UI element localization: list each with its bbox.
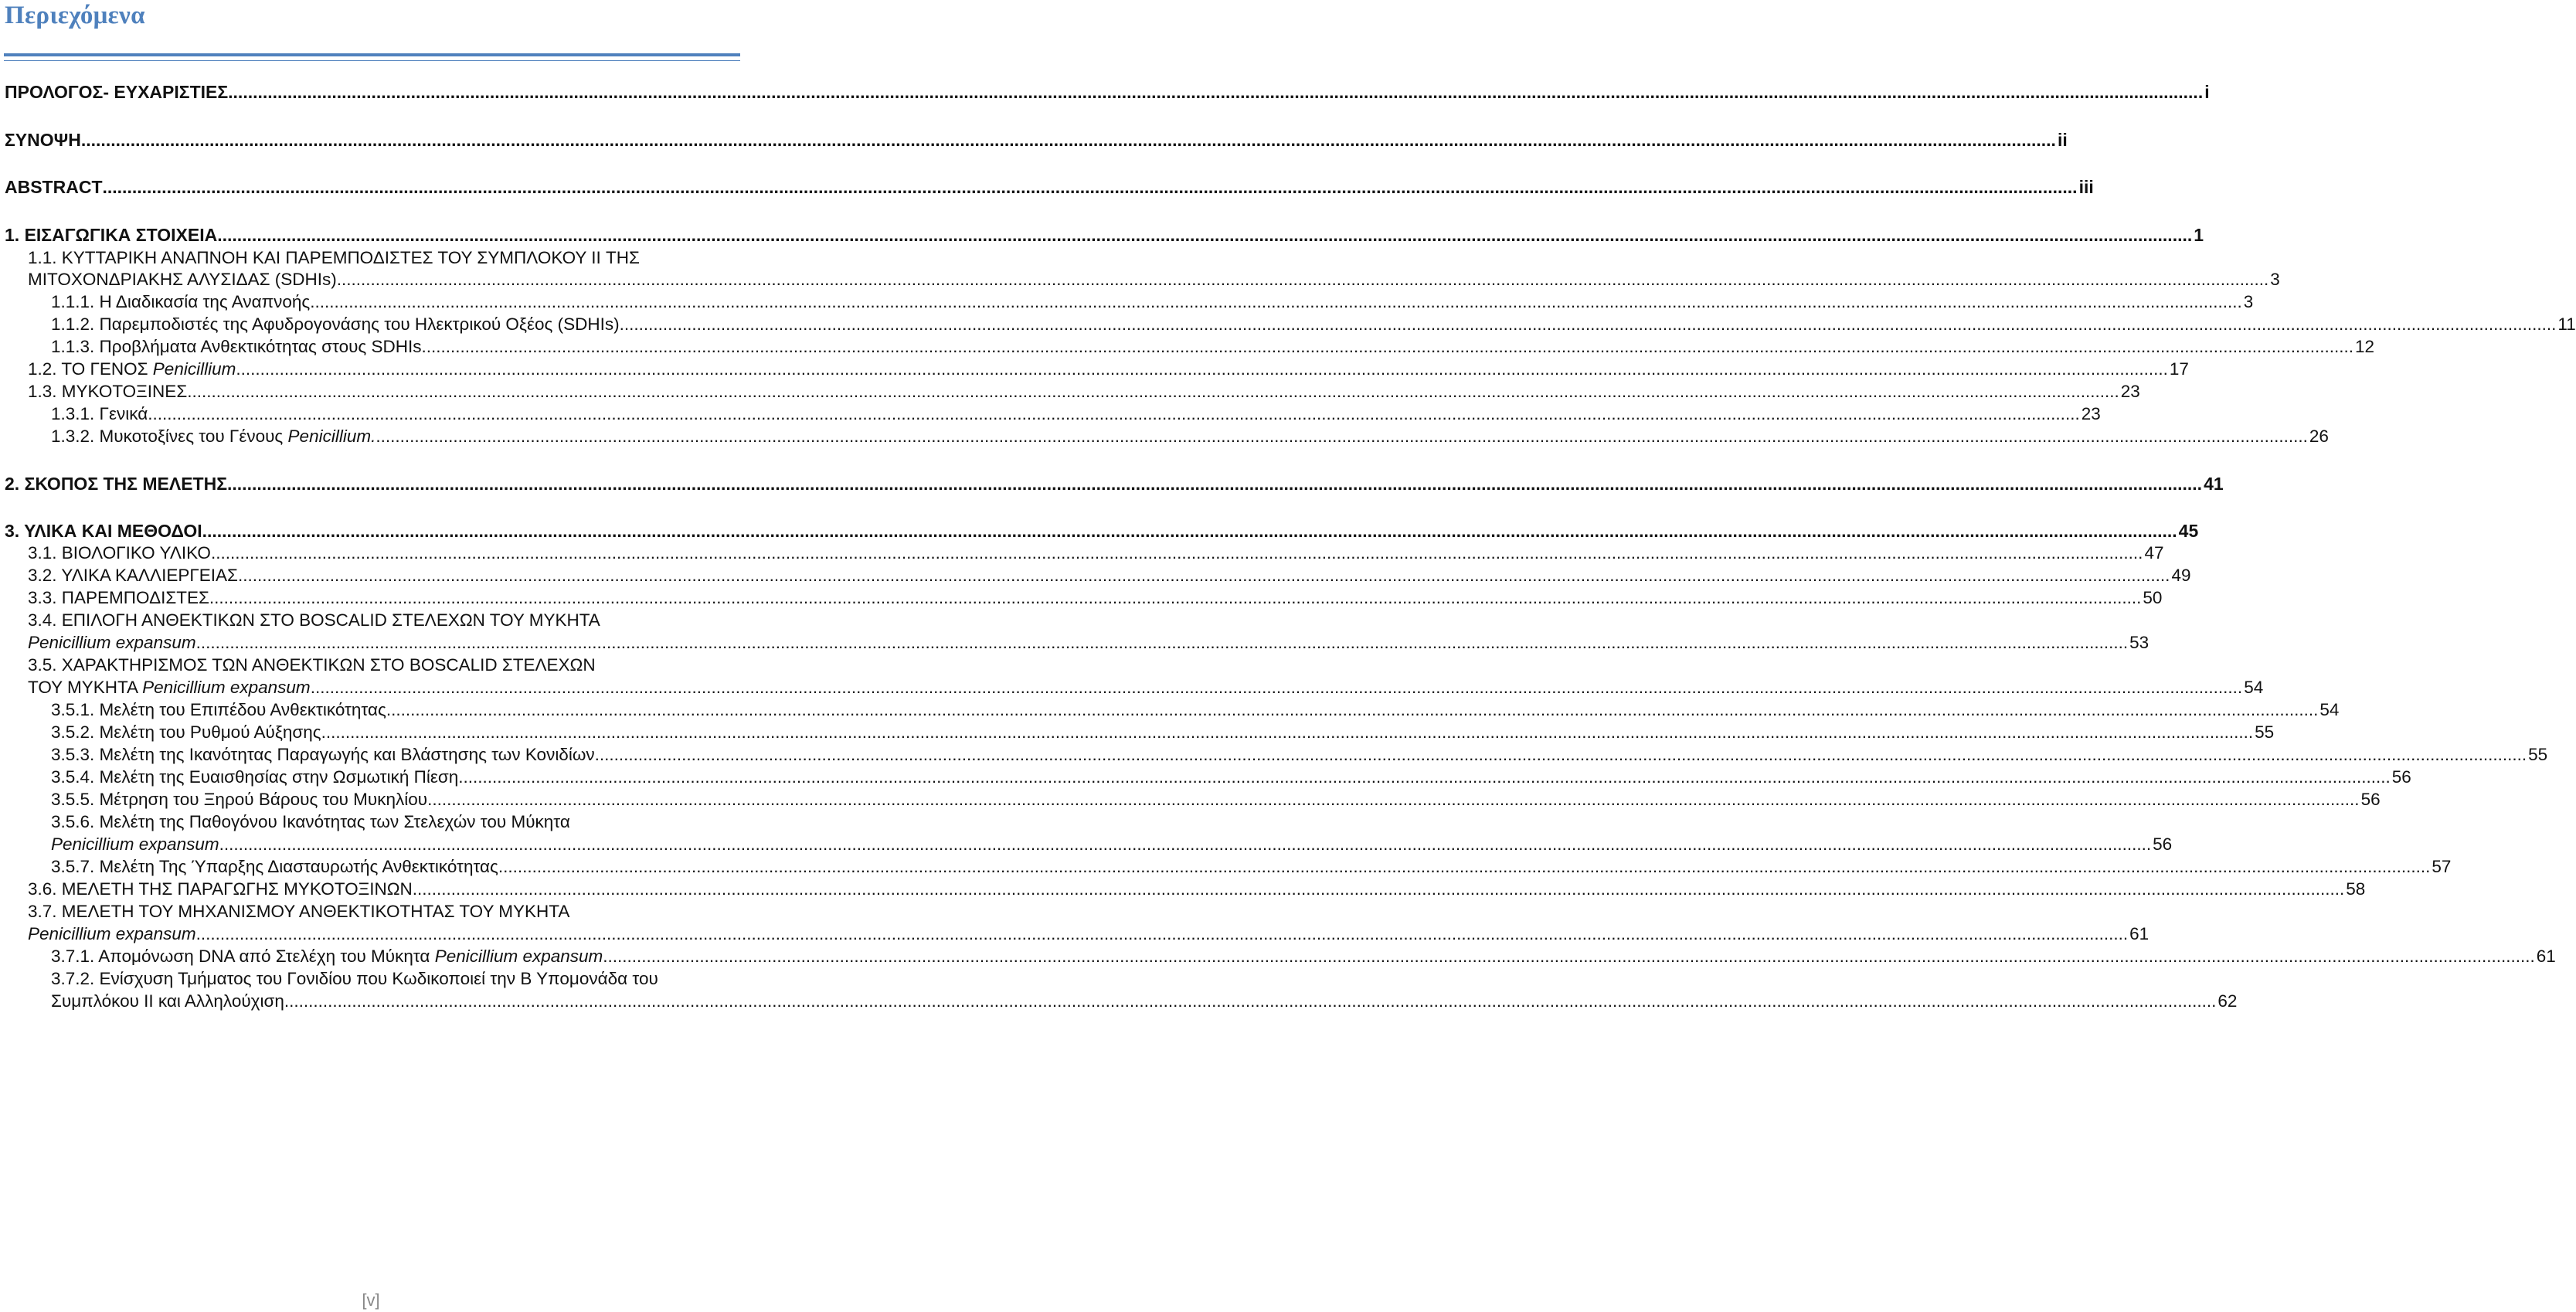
toc-entry-label-line1: 3.7.2. Ενίσχυση Τμήματος του Γονιδίου που Κωδικοποιεί την Β Υπομονάδα του <box>51 969 658 988</box>
page-title: Περιεχόμενα <box>5 2 145 29</box>
toc-entry-italic-term: Penicillium expansum <box>434 947 603 966</box>
toc-entry-label: ΤΟΥ ΜΥΚΗΤΑ Penicillium expansum <box>28 678 311 697</box>
toc-entry-label: 1.1.2. Παρεμποδιστές της Αφυδρογονάσης του Ηλεκτρικού Οξέος (SDHIs). <box>51 314 624 334</box>
toc-dot-leader: ................................................................................................................................................................................................................................................................................................................................................................................................................ <box>237 566 2170 585</box>
toc-dot-leader: ................................................................................................................................................................................................................................................................................................................................................................................................................ <box>386 700 2319 719</box>
toc-dot-leader: ................................................................................................................................................................................................................................................................................................................................................................................................................ <box>284 991 2217 1011</box>
toc-dot-leader: ................................................................................................................................................................................................................................................................................................................................................................................................................ <box>219 834 2152 854</box>
toc-dot-leader: ................................................................................................................................................................................................................................................................................................................................................................................................................ <box>412 879 2345 899</box>
toc-entry-page-number: 17 <box>2169 359 2189 379</box>
toc-dot-leader: ................................................................................................................................................................................................................................................................................................................................................................................................................ <box>310 678 2243 697</box>
toc-entry-label: ΠΡΟΛΟΓΟΣ- ΕΥΧΑΡΙΣΤΙΕΣ <box>5 82 229 102</box>
toc-entry-label-line1: 3.5.6. Μελέτη της Παθογόνου Ικανότητας των Στελεχών του Μύκητα <box>51 812 570 831</box>
toc-entry-page-number: 3 <box>2243 292 2254 311</box>
toc-entry-page-number: 54 <box>2244 678 2264 697</box>
toc-dot-leader: ................................................................................................................................................................................................................................................................................................................................................................................................................ <box>498 857 2431 876</box>
toc-dot-leader: ................................................................................................................................................................................................................................................................................................................................................................................................................ <box>209 588 2142 607</box>
toc-dot-leader: ................................................................................................................................................................................................................................................................................................................................................................................................................ <box>376 427 2308 446</box>
toc-entry-page-number: 56 <box>2153 834 2173 854</box>
toc-dot-leader: ................................................................................................................................................................................................................................................................................................................................................................................................................ <box>195 924 2129 943</box>
toc-entry-page-number: 26 <box>2309 427 2329 446</box>
toc-entry-page-number: 56 <box>2360 790 2381 809</box>
toc-entry-page-number: 50 <box>2143 588 2163 607</box>
toc-entry-label: 3.6. ΜΕΛΕΤΗ ΤΗΣ ΠΑΡΑΓΩΓΗΣ ΜΥΚΟΤΟΞΙΝΩΝ <box>28 879 413 899</box>
toc-dot-leader: ................................................................................................................................................................................................................................................................................................................................................................................................................ <box>187 382 2119 401</box>
toc-entry-page-number: 23 <box>2120 382 2140 401</box>
toc-entry-page-number: 12 <box>2355 337 2375 356</box>
toc-dot-leader: ................................................................................................................................................................................................................................................................................................................................................................................................................ <box>421 337 2354 356</box>
toc-entry-page-number: 3 <box>2270 270 2280 289</box>
toc-entry-italic-term: Penicillium expansum <box>28 924 196 943</box>
toc-dot-leader: ................................................................................................................................................................................................................................................................................................................................................................................................................ <box>228 82 2204 102</box>
toc-dot-leader: ................................................................................................................................................................................................................................................................................................................................................................................................................ <box>427 790 2360 809</box>
toc-entry-label-line1: 3.5. ΧΑΡΑΚΤΗΡΙΣΜΟΣ ΤΩΝ ΑΝΘΕΚΤΙΚΩΝ ΣΤΟ BOSCALID ΣΤΕΛΕΧΩΝ <box>28 655 596 675</box>
toc-entry-page-number: 11 <box>2557 314 2576 334</box>
toc-entry-page-number: 56 <box>2391 767 2411 787</box>
toc-entry-label: 1.1.1. Η Διαδικασία της Αναπνοής <box>51 292 311 311</box>
toc-entry-label <box>28 631 196 654</box>
toc-entry-page-number: 62 <box>2217 991 2238 1011</box>
toc-entry-label: Συμπλόκου II και Αλληλούχιση <box>51 991 284 1011</box>
toc-entry-page-number: 49 <box>2171 566 2191 585</box>
toc-entry-page-number: iii <box>2078 177 2094 197</box>
toc-entry-page-number: i <box>2204 82 2210 102</box>
toc-entry-label: 1.3.2. Μυκοτοξίνες του Γένους Penicillium. <box>51 427 376 446</box>
toc-dot-leader: ................................................................................................................................................................................................................................................................................................................................................................................................................ <box>624 314 2557 334</box>
toc-entry-italic-term: Penicillium. <box>287 427 376 446</box>
toc-entry-page-number: 58 <box>2346 879 2366 899</box>
toc-entry-label-line1: 3.4. ΕΠΙΛΟΓΗ ΑΝΘΕΚΤΙΚΩΝ ΣΤΟ BOSCALID ΣΤΕΛΕΧΩΝ ΤΟΥ ΜΥΚΗΤΑ <box>28 610 600 630</box>
toc-entry-label: 3.5.3. Μελέτη της Ικανότητας Παραγωγής και Βλάστησης των Κονιδίων <box>51 745 595 764</box>
toc-entry-label <box>51 833 219 856</box>
toc-entry-page-number: 57 <box>2432 857 2452 876</box>
toc-dot-leader: ................................................................................................................................................................................................................................................................................................................................................................................................................ <box>321 722 2254 742</box>
toc-entry-label: 3.5.7. Μελέτη Της Ύπαρξης Διασταυρωτής Ανθεκτικότητας <box>51 857 498 876</box>
toc-entry-label: 3.5.2. Μελέτη του Ρυθμού Αύξησης <box>51 722 321 742</box>
toc-dot-leader: ................................................................................................................................................................................................................................................................................................................................................................................................................ <box>80 130 2056 150</box>
toc-entry-page-number: 54 <box>2319 700 2340 719</box>
toc-dot-leader: ................................................................................................................................................................................................................................................................................................................................................................................................................ <box>148 404 2080 423</box>
toc-entry-page-number: ii <box>2057 130 2068 150</box>
toc-entry-label: 3.5.5. Μέτρηση του Ξηρού Βάρους του Μυκηλίου <box>51 790 428 809</box>
toc-entry-label: ABSTRACT <box>5 177 103 197</box>
page-number-footer: [v] <box>362 1290 380 1310</box>
toc-entry-page-number: 55 <box>2255 722 2275 742</box>
toc-dot-leader: ................................................................................................................................................................................................................................................................................................................................................................................................................ <box>227 474 2203 494</box>
toc-entry-page-number: 41 <box>2204 474 2224 494</box>
toc-entry-label: 2. ΣΚΟΠΟΣ ΤΗΣ ΜΕΛΕΤΗΣ <box>5 474 228 494</box>
toc-dot-leader: ................................................................................................................................................................................................................................................................................................................................................................................................................ <box>210 543 2143 563</box>
toc-entry-label: 1.1.3. Προβλήματα Ανθεκτικότητας στους SDHIs <box>51 337 422 356</box>
toc-dot-leader: ................................................................................................................................................................................................................................................................................................................................................................................................................ <box>336 270 2269 289</box>
toc-entry-label: 1.3.1. Γενικά <box>51 404 148 423</box>
toc-entry-label: 3.3. ΠΑΡΕΜΠΟΔΙΣΤΕΣ <box>28 588 209 607</box>
toc-entry-label: 1. ΕΙΣΑΓΩΓΙΚΑ ΣΤΟΙΧΕΙΑ <box>5 225 218 245</box>
toc-entry-label: 3.2. ΥΛΙΚΑ ΚΑΛΛΙΕΡΓΕΙΑΣ <box>28 566 238 585</box>
toc-entry-label <box>28 923 196 946</box>
toc-entry-label: ΜΙΤΟΧΟΝΔΡΙΑΚΗΣ ΑΛΥΣΙΔΑΣ (SDHIs) <box>28 270 337 289</box>
toc-dot-leader: ................................................................................................................................................................................................................................................................................................................................................................................................................ <box>202 521 2177 541</box>
toc-entry-label: 1.3. ΜΥΚΟΤΟΞΙΝΕΣ <box>28 382 188 401</box>
title-rule-thick <box>4 53 740 56</box>
toc-dot-leader: ................................................................................................................................................................................................................................................................................................................................................................................................................ <box>310 292 2242 311</box>
toc-dot-leader: ................................................................................................................................................................................................................................................................................................................................................................................................................ <box>195 633 2129 652</box>
toc-entry-page-number: 53 <box>2129 633 2149 652</box>
toc-entry-page-number: 23 <box>2081 404 2101 423</box>
title-rule-thin <box>4 60 740 61</box>
toc-entry-label: 3.5.4. Μελέτη της Ευαισθησίας στην Ωσμωτική Πίεση <box>51 767 459 787</box>
toc-entry-italic-term: Penicillium expansum <box>51 834 219 854</box>
toc-entry-label-line1: 3.7. ΜΕΛΕΤΗ ΤΟΥ ΜΗΧΑΝΙΣΜΟΥ ΑΝΘΕΚΤΙΚΟΤΗΤΑΣ ΤΟΥ ΜΥΚΗΤΑ <box>28 902 570 921</box>
toc-entry-label: 3.7.1. Απομόνωση DNA από Στελέχη του Μύκητα Penicillium expansum <box>51 947 603 966</box>
toc-entry-label-line1: 1.1. ΚΥΤΤΑΡΙΚΗ ΑΝΑΠΝΟΗ ΚΑΙ ΠΑΡΕΜΠΟΔΙΣΤΕΣ ΤΟΥ ΣΥΜΠΛΟΚΟΥ II ΤΗΣ <box>28 248 640 267</box>
toc-entry-page-number: 61 <box>2536 947 2556 966</box>
toc-entry-page-number: 61 <box>2129 924 2149 943</box>
toc-entry-page-number: 47 <box>2144 543 2164 563</box>
toc-entry-label: ΣΥΝΟΨΗ <box>5 130 81 150</box>
toc-entry-page-number: 1 <box>2194 225 2204 245</box>
toc-dot-leader: ................................................................................................................................................................................................................................................................................................................................................................................................................ <box>236 359 2168 379</box>
toc-entry-italic-term: Penicillium expansum <box>28 633 196 652</box>
toc-entry-label: 3.1. ΒΙΟΛΟΓΙΚΟ ΥΛΙΚΟ <box>28 543 211 563</box>
toc-dot-leader: ................................................................................................................................................................................................................................................................................................................................................................................................................ <box>603 947 2535 966</box>
toc-entry-label: 3.5.1. Μελέτη του Επιπέδου Ανθεκτικότητας <box>51 700 386 719</box>
toc-entry-italic-term: Penicillium <box>152 359 236 379</box>
toc-entry-italic-term: Penicillium expansum <box>142 678 311 697</box>
toc-dot-leader: ................................................................................................................................................................................................................................................................................................................................................................................................................ <box>594 745 2527 764</box>
toc-entry-label: 1.2. ΤΟ ΓΕΝΟΣ Penicillium <box>28 359 236 379</box>
toc-entry-page-number: 45 <box>2178 521 2199 541</box>
toc-entry-label: 3. ΥΛΙΚΑ ΚΑΙ ΜΕΘΟΔΟΙ <box>5 521 202 541</box>
toc-dot-leader: ................................................................................................................................................................................................................................................................................................................................................................................................................ <box>458 767 2391 787</box>
toc-entry-page-number: 55 <box>2528 745 2548 764</box>
toc-dot-leader: ................................................................................................................................................................................................................................................................................................................................................................................................................ <box>102 177 2078 197</box>
toc-dot-leader: ................................................................................................................................................................................................................................................................................................................................................................................................................ <box>217 225 2193 245</box>
